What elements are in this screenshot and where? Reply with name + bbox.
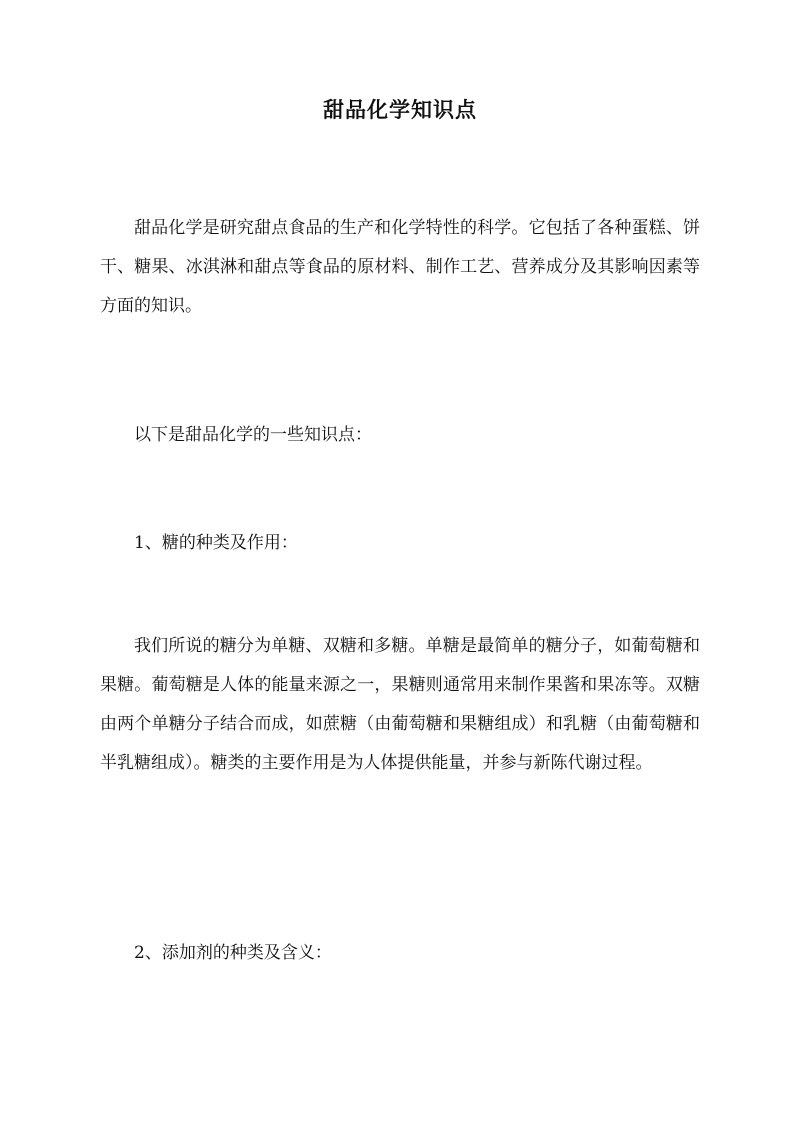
section-heading-additives: 2、添加剂的种类及含义： xyxy=(134,943,332,963)
document-title: 甜品化学知识点 xyxy=(323,97,477,122)
section-heading-sugar: 1、糖的种类及作用： xyxy=(134,533,298,553)
intro-paragraph: 甜品化学是研究甜点食品的生产和化学特性的科学。它包括了各种蛋糕、饼干、糖果、冰淇淋和甜点等食品的原材料、制作工艺、营养成分及其影响因素等方面的知识。 xyxy=(100,218,700,316)
knowledge-intro-line: 以下是甜品化学的一些知识点： xyxy=(134,425,372,445)
sugar-paragraph: 我们所说的糖分为单糖、双糖和多糖。单糖是最简单的糖分子，如葡萄糖和果糖。葡萄糖是人体的能量来源之一，果糖则通常用来制作果酱和果冻等。双糖由两个单糖分子结合而成，如蔗糖（由葡萄糖和果糖组成）和乳糖（由葡萄糖和半乳糖组成）。糖类的主要作用是为人体提供能量，并参与新陈代谢过程。 xyxy=(100,636,700,773)
